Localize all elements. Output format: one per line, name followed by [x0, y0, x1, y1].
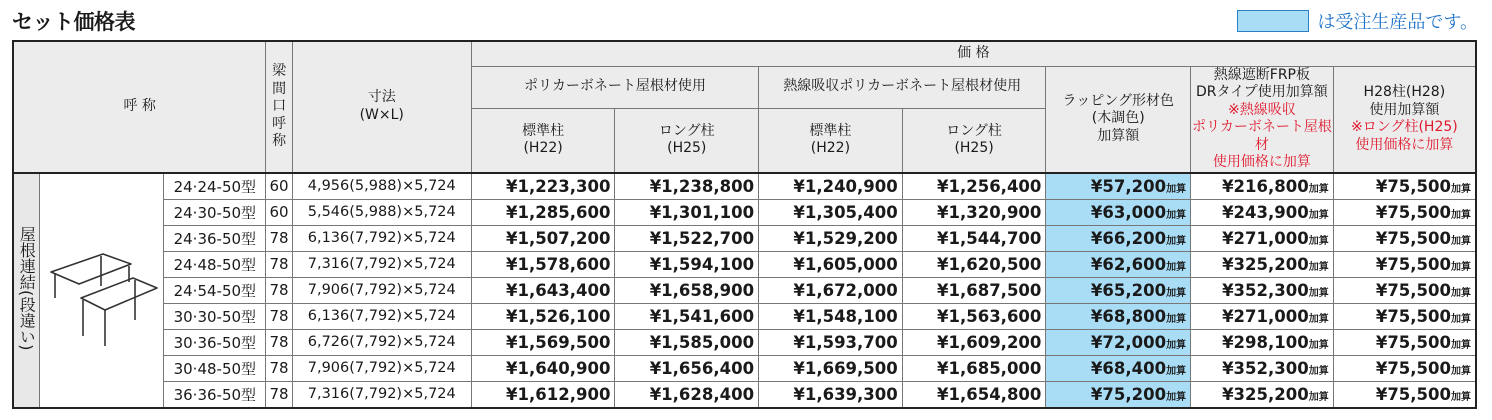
table-row — [13, 225, 1476, 251]
cell-frp-value: ¥352,300 — [1222, 358, 1309, 378]
legend — [1237, 8, 1478, 34]
cell-frp — [1191, 277, 1334, 303]
cell-wrap — [1046, 355, 1191, 381]
add-suffix: 加算 — [1166, 339, 1187, 351]
table-row — [13, 355, 1476, 381]
cell-heat-long — [902, 225, 1046, 251]
add-suffix: 加算 — [1451, 235, 1471, 247]
cell-heat-std — [759, 329, 903, 355]
cell-span-value: 78 — [269, 359, 289, 377]
header-frp-note: ※熱線吸収 ポリカーボネート屋根材 使用価格に加算 — [1191, 101, 1332, 170]
cell-model-value: 30·48-50型 — [173, 359, 257, 378]
cell-h28-value: ¥75,500 — [1375, 228, 1451, 248]
cell-model-value: 24·30-50型 — [173, 203, 257, 222]
cell-poly-long — [615, 303, 759, 329]
cell-frp — [1191, 251, 1334, 277]
header-h28-main: H28柱(H28) 使用加算額 — [1363, 84, 1446, 118]
cell-heat-std — [759, 225, 903, 251]
cell-poly-std-value: ¥1,643,400 — [506, 280, 611, 300]
cell-poly-long-value: ¥1,522,700 — [649, 228, 755, 248]
cell-poly-long-value: ¥1,658,900 — [649, 280, 755, 300]
cell-h28-value: ¥75,500 — [1375, 358, 1451, 378]
cell-model — [164, 277, 266, 303]
cell-heat-std-value: ¥1,240,900 — [793, 176, 898, 196]
cell-heat-std — [759, 173, 903, 200]
cell-model-value: 24·54-50型 — [173, 281, 257, 300]
cell-frp — [1191, 173, 1334, 200]
cell-wrap — [1046, 381, 1191, 408]
add-suffix: 加算 — [1308, 183, 1329, 195]
cell-heat-std-value: ¥1,593,700 — [793, 332, 898, 352]
add-suffix: 加算 — [1451, 183, 1471, 195]
cell-poly-std — [471, 303, 615, 329]
cell-span — [266, 277, 292, 303]
cell-wrap — [1046, 303, 1191, 329]
cell-poly-std — [471, 355, 615, 381]
cell-dimension-value: 7,906(7,792)×5,724 — [307, 282, 456, 298]
cell-wrap-value: ¥68,800 — [1090, 306, 1167, 326]
header-heat-long: ロング柱 (H25) — [902, 108, 1046, 172]
add-suffix: 加算 — [1451, 287, 1471, 299]
cell-poly-std — [471, 199, 615, 225]
cell-span — [266, 355, 292, 381]
add-suffix: 加算 — [1308, 209, 1329, 221]
header-poly-std: 標準柱 (H22) — [471, 108, 615, 172]
cell-model-value: 36·36-50型 — [173, 385, 257, 404]
cell-frp — [1191, 199, 1334, 225]
cell-frp-value: ¥243,900 — [1222, 202, 1309, 222]
cell-model-value: 24·36-50型 — [173, 229, 257, 248]
cell-span-value: 78 — [269, 281, 289, 299]
cell-poly-std — [471, 329, 615, 355]
cell-heat-long-value: ¥1,544,700 — [937, 228, 1042, 248]
cell-h28 — [1333, 173, 1476, 200]
add-suffix: 加算 — [1451, 339, 1471, 351]
cell-h28 — [1333, 251, 1476, 277]
table-row — [13, 199, 1476, 225]
cell-heat-std-value: ¥1,548,100 — [793, 306, 898, 326]
cell-poly-long-value: ¥1,594,100 — [649, 254, 755, 274]
add-suffix: 加算 — [1451, 261, 1471, 273]
cell-heat-long — [902, 173, 1046, 200]
cell-h28 — [1333, 225, 1476, 251]
carport-illustration — [39, 173, 163, 408]
cell-span-value: 60 — [269, 177, 289, 195]
cell-poly-std-value: ¥1,223,300 — [506, 176, 611, 196]
cell-span — [266, 199, 292, 225]
header-frp-main: 熱線遮断FRP板 DRタイプ使用加算額 — [1195, 66, 1328, 100]
cell-frp-value: ¥325,200 — [1222, 254, 1309, 274]
cell-poly-long-value: ¥1,238,800 — [649, 176, 755, 196]
cell-model — [164, 199, 266, 225]
cell-h28-value: ¥75,500 — [1375, 176, 1451, 196]
header-h28-note: ※ロング柱(H25) 使用価格に加算 — [1351, 119, 1458, 153]
cell-wrap-value: ¥75,200 — [1090, 384, 1167, 404]
table-row — [13, 303, 1476, 329]
cell-heat-std-value: ¥1,672,000 — [793, 280, 898, 300]
cell-frp-value: ¥271,000 — [1222, 306, 1309, 326]
cell-heat-std — [759, 251, 903, 277]
cell-dimension-value: 4,956(5,988)×5,724 — [307, 178, 456, 194]
cell-dimension — [292, 329, 471, 355]
cell-poly-long — [615, 277, 759, 303]
cell-poly-long — [615, 381, 759, 408]
cell-span — [266, 251, 292, 277]
cell-frp-value: ¥298,100 — [1222, 332, 1309, 352]
add-suffix: 加算 — [1451, 391, 1471, 403]
cell-frp — [1191, 329, 1334, 355]
cell-heat-long-value: ¥1,256,400 — [937, 176, 1042, 196]
add-suffix: 加算 — [1308, 261, 1329, 273]
cell-wrap — [1046, 199, 1191, 225]
cell-heat-long-value: ¥1,320,900 — [937, 202, 1042, 222]
cell-heat-std — [759, 277, 903, 303]
cell-poly-std-value: ¥1,507,200 — [506, 228, 611, 248]
cell-poly-std — [471, 173, 615, 200]
header-poly: ポリカーボネート屋根材使用 — [471, 66, 758, 108]
table-row — [13, 173, 1476, 200]
add-suffix: 加算 — [1166, 209, 1187, 221]
cell-poly-std-value: ¥1,285,600 — [506, 202, 611, 222]
cell-model-value: 24·48-50型 — [173, 255, 257, 274]
cell-span — [266, 173, 292, 200]
add-suffix: 加算 — [1451, 209, 1471, 221]
cell-heat-long-value: ¥1,620,500 — [937, 254, 1042, 274]
cell-h28 — [1333, 381, 1476, 408]
table-row — [13, 251, 1476, 277]
header-heat-std: 標準柱 (H22) — [759, 108, 903, 172]
cell-wrap-value: ¥68,400 — [1090, 358, 1167, 378]
cell-span-value: 60 — [269, 203, 289, 221]
cell-wrap — [1046, 251, 1191, 277]
cell-heat-long — [902, 303, 1046, 329]
cell-frp — [1191, 355, 1334, 381]
cell-dimension-value: 6,136(7,792)×5,724 — [307, 308, 456, 324]
cell-poly-long — [615, 251, 759, 277]
add-suffix: 加算 — [1166, 313, 1187, 325]
cell-span-value: 78 — [269, 333, 289, 351]
header-span: 梁 間 口 呼 称 — [266, 41, 292, 173]
cell-dimension — [292, 303, 471, 329]
cell-wrap — [1046, 225, 1191, 251]
add-suffix: 加算 — [1451, 365, 1471, 377]
cell-h28-value: ¥75,500 — [1375, 280, 1451, 300]
cell-heat-long-value: ¥1,685,000 — [937, 358, 1042, 378]
cell-h28-value: ¥75,500 — [1375, 306, 1451, 326]
cell-span — [266, 303, 292, 329]
cell-wrap-value: ¥72,000 — [1090, 332, 1167, 352]
cell-heat-std — [759, 355, 903, 381]
add-suffix: 加算 — [1166, 261, 1187, 273]
add-suffix: 加算 — [1451, 313, 1471, 325]
cell-heat-std — [759, 303, 903, 329]
page-title: セット価格表 — [12, 10, 135, 34]
cell-span — [266, 225, 292, 251]
cell-poly-long-value: ¥1,628,400 — [649, 384, 755, 404]
cell-model — [164, 173, 266, 200]
cell-model — [164, 381, 266, 408]
cell-poly-std-value: ¥1,526,100 — [506, 306, 611, 326]
add-suffix: 加算 — [1308, 365, 1329, 377]
cell-h28 — [1333, 303, 1476, 329]
cell-model-value: 24·24-50型 — [173, 177, 257, 196]
cell-heat-std-value: ¥1,639,300 — [793, 384, 898, 404]
cell-heat-long — [902, 199, 1046, 225]
cell-heat-std-value: ¥1,605,000 — [793, 254, 898, 274]
cell-poly-long — [615, 329, 759, 355]
cell-wrap-value: ¥66,200 — [1090, 228, 1167, 248]
cell-heat-long — [902, 329, 1046, 355]
cell-poly-long — [615, 225, 759, 251]
add-suffix: 加算 — [1308, 313, 1329, 325]
add-suffix: 加算 — [1308, 287, 1329, 299]
add-suffix: 加算 — [1166, 183, 1187, 195]
header-h28 — [1333, 66, 1476, 173]
cell-poly-long-value: ¥1,585,000 — [649, 332, 755, 352]
cell-heat-long-value: ¥1,687,500 — [937, 280, 1042, 300]
cell-frp — [1191, 381, 1334, 408]
cell-dimension-value: 7,906(7,792)×5,724 — [307, 360, 456, 376]
cell-dimension — [292, 199, 471, 225]
cell-model-value: 30·30-50型 — [173, 307, 257, 326]
cell-wrap-value: ¥63,000 — [1090, 202, 1167, 222]
header-heat-poly: 熱線吸収ポリカーボネート屋根材使用 — [759, 66, 1046, 108]
legend-text: は受注生産品です。 — [1317, 12, 1478, 33]
cell-frp-value: ¥352,300 — [1222, 280, 1309, 300]
add-suffix: 加算 — [1308, 235, 1329, 247]
cell-poly-long — [615, 355, 759, 381]
cell-heat-long — [902, 277, 1046, 303]
cell-frp — [1191, 225, 1334, 251]
add-suffix: 加算 — [1308, 391, 1329, 403]
cell-frp-value: ¥271,000 — [1222, 228, 1309, 248]
cell-poly-long-value: ¥1,541,600 — [649, 306, 755, 326]
table-row — [13, 381, 1476, 408]
cell-span — [266, 381, 292, 408]
cell-poly-long-value: ¥1,301,100 — [649, 202, 755, 222]
cell-frp-value: ¥216,800 — [1222, 176, 1309, 196]
cell-dimension — [292, 173, 471, 200]
price-table — [12, 40, 1477, 409]
cell-poly-std — [471, 225, 615, 251]
cell-h28 — [1333, 277, 1476, 303]
cell-heat-std — [759, 381, 903, 408]
header-poly-long: ロング柱 (H25) — [615, 108, 759, 172]
cell-poly-long — [615, 199, 759, 225]
cell-span-value: 78 — [269, 255, 289, 273]
header-frp — [1191, 66, 1334, 173]
cell-model — [164, 329, 266, 355]
header-price-group: 価 格 — [471, 41, 1476, 66]
cell-wrap — [1046, 329, 1191, 355]
cell-model — [164, 355, 266, 381]
add-suffix: 加算 — [1166, 391, 1187, 403]
cell-dimension-value: 7,316(7,792)×5,724 — [307, 386, 456, 402]
cell-heat-std-value: ¥1,669,500 — [793, 358, 898, 378]
cell-poly-std — [471, 381, 615, 408]
cell-wrap-value: ¥57,200 — [1090, 176, 1167, 196]
cell-dimension-value: 7,316(7,792)×5,724 — [307, 256, 456, 272]
cell-h28 — [1333, 199, 1476, 225]
cell-poly-std-value: ¥1,612,900 — [506, 384, 611, 404]
cell-h28-value: ¥75,500 — [1375, 254, 1451, 274]
cell-poly-std-value: ¥1,640,900 — [506, 358, 611, 378]
add-suffix: 加算 — [1166, 365, 1187, 377]
cell-poly-std-value: ¥1,569,500 — [506, 332, 611, 352]
cell-frp — [1191, 303, 1334, 329]
cell-heat-long-value: ¥1,563,600 — [937, 306, 1042, 326]
cell-poly-long — [615, 173, 759, 200]
cell-model — [164, 251, 266, 277]
carport-diagram-icon — [43, 228, 161, 348]
cell-wrap-value: ¥65,200 — [1090, 280, 1167, 300]
cell-dimension — [292, 251, 471, 277]
cell-poly-std — [471, 277, 615, 303]
cell-dimension — [292, 277, 471, 303]
cell-heat-long — [902, 355, 1046, 381]
cell-heat-std-value: ¥1,529,200 — [793, 228, 898, 248]
cell-h28 — [1333, 355, 1476, 381]
header-wrap: ラッピング形材色 (木調色) 加算額 — [1046, 66, 1191, 173]
header-dimension: 寸法 (W×L) — [292, 41, 471, 173]
add-suffix: 加算 — [1166, 287, 1187, 299]
cell-h28-value: ¥75,500 — [1375, 384, 1451, 404]
cell-model — [164, 225, 266, 251]
cell-wrap — [1046, 277, 1191, 303]
cell-poly-std-value: ¥1,578,600 — [506, 254, 611, 274]
cell-wrap-value: ¥62,600 — [1090, 254, 1167, 274]
cell-model — [164, 303, 266, 329]
cell-heat-long-value: ¥1,609,200 — [937, 332, 1042, 352]
table-row — [13, 329, 1476, 355]
cell-dimension-value: 5,546(5,988)×5,724 — [307, 204, 456, 220]
cell-dimension-value: 6,136(7,792)×5,724 — [307, 230, 456, 246]
cell-h28 — [1333, 329, 1476, 355]
cell-dimension — [292, 225, 471, 251]
cell-frp-value: ¥325,200 — [1222, 384, 1309, 404]
cell-h28-value: ¥75,500 — [1375, 332, 1451, 352]
cell-span-value: 78 — [269, 307, 289, 325]
category-text: 屋根連結(段違い) — [17, 225, 37, 351]
cell-wrap — [1046, 173, 1191, 200]
cell-heat-long — [902, 251, 1046, 277]
cell-h28-value: ¥75,500 — [1375, 202, 1451, 222]
cell-dimension-value: 6,726(7,792)×5,724 — [307, 334, 456, 350]
legend-swatch — [1237, 10, 1309, 32]
cell-poly-long-value: ¥1,656,400 — [649, 358, 755, 378]
cell-heat-long-value: ¥1,654,800 — [937, 384, 1042, 404]
cell-model-value: 30·36-50型 — [173, 333, 257, 352]
cell-dimension — [292, 381, 471, 408]
cell-heat-std-value: ¥1,305,400 — [793, 202, 898, 222]
cell-heat-std — [759, 199, 903, 225]
cell-heat-long — [902, 381, 1046, 408]
cell-span-value: 78 — [269, 229, 289, 247]
add-suffix: 加算 — [1166, 235, 1187, 247]
category-label — [13, 173, 39, 408]
cell-dimension — [292, 355, 471, 381]
cell-span — [266, 329, 292, 355]
add-suffix: 加算 — [1308, 339, 1329, 351]
cell-poly-std — [471, 251, 615, 277]
cell-span-value: 78 — [269, 385, 289, 403]
table-row — [13, 277, 1476, 303]
header-name: 呼 称 — [13, 41, 266, 173]
